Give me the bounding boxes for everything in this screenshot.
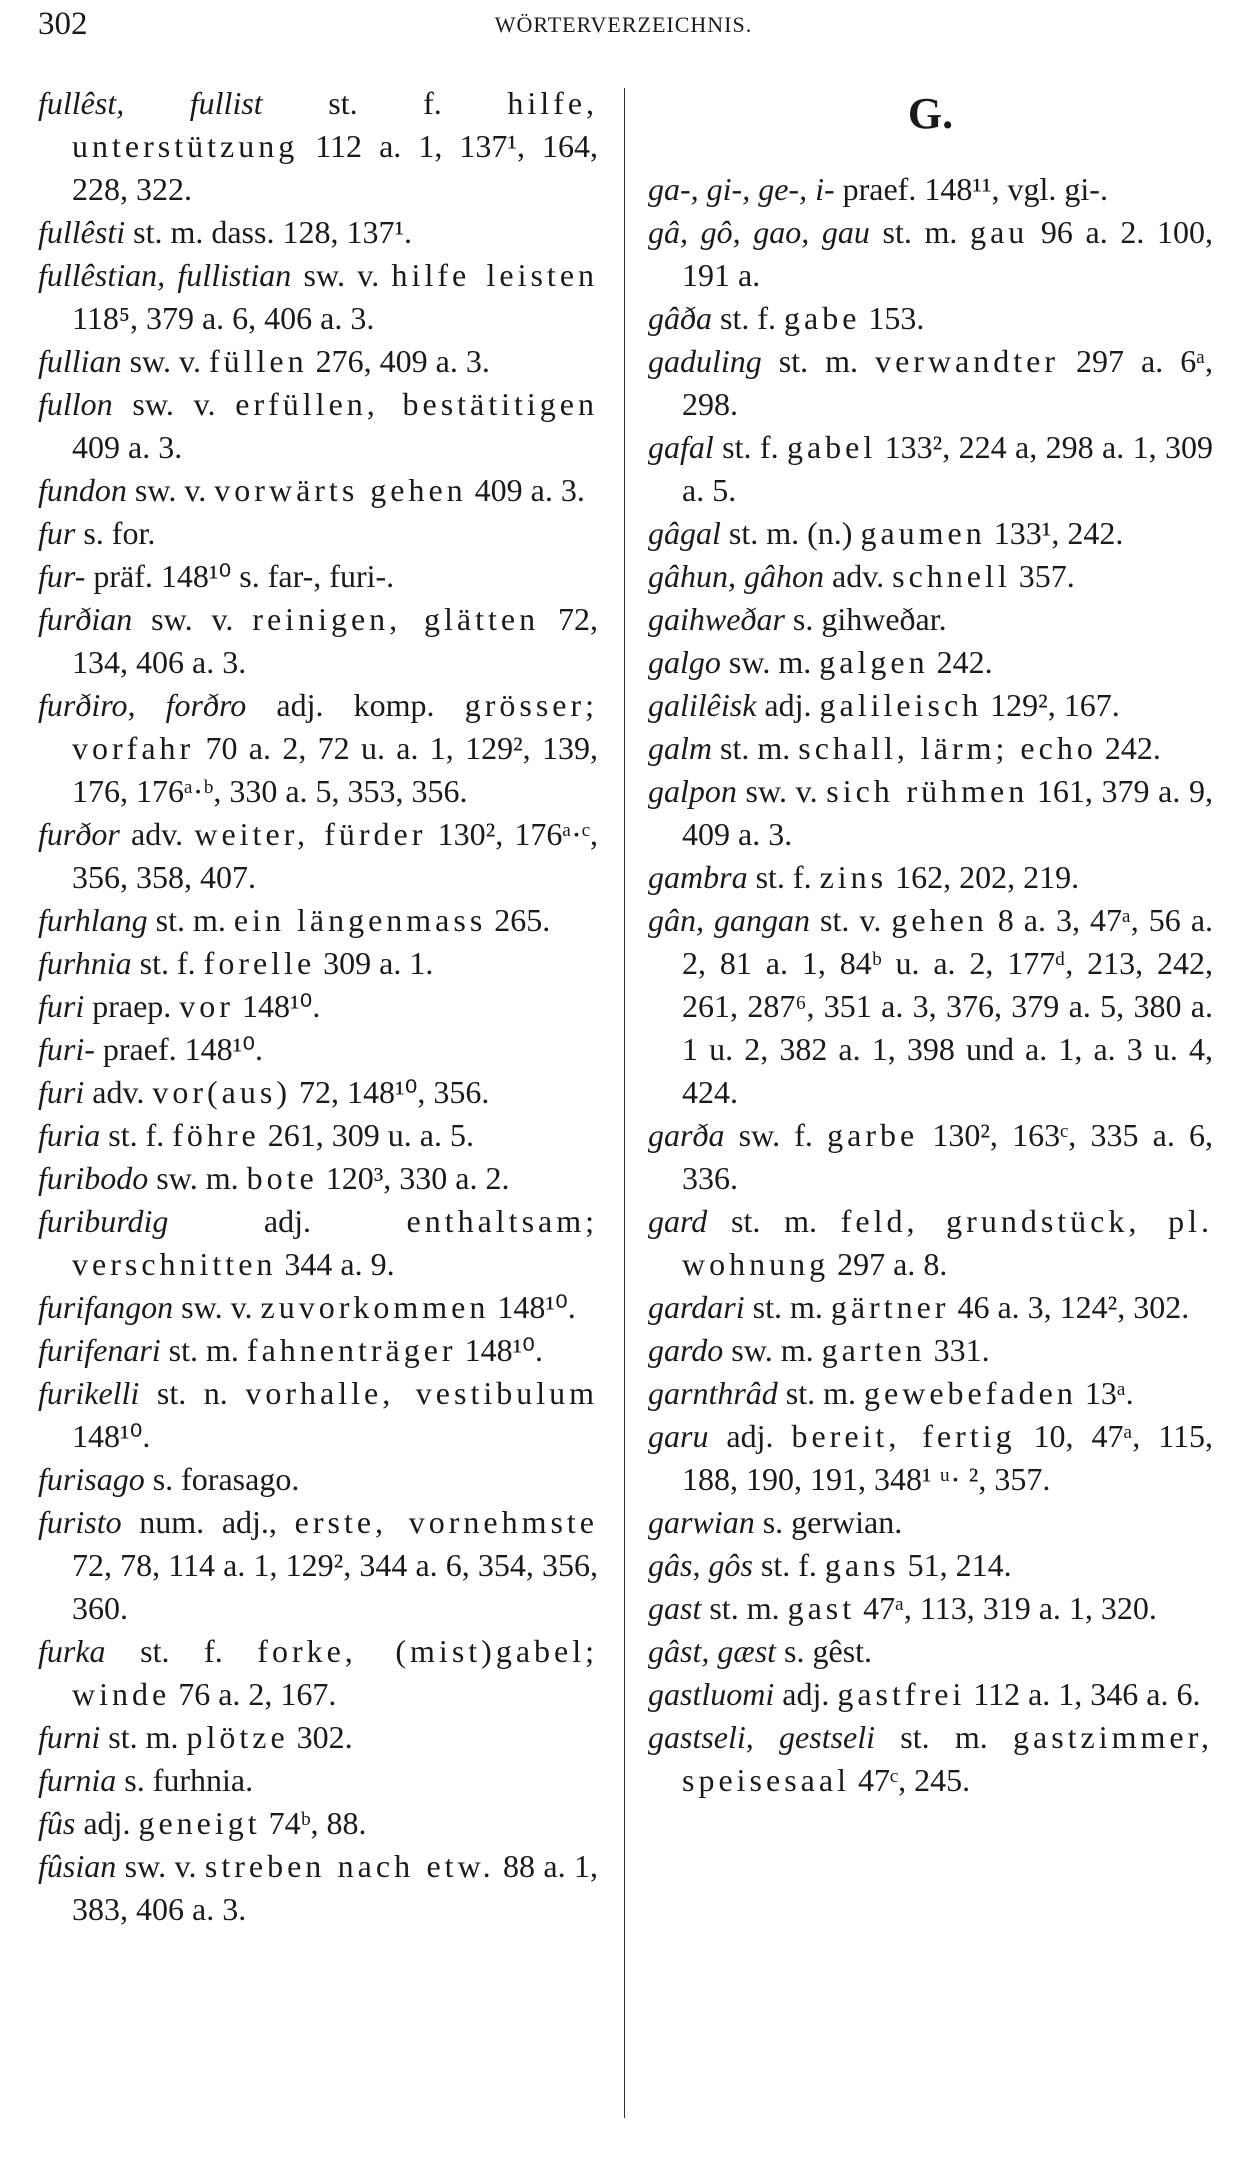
dictionary-entry — [38, 555, 598, 598]
gloss: schnell — [892, 558, 1011, 594]
references: 265. — [486, 902, 551, 938]
references: 357. — [1010, 558, 1075, 594]
dictionary-entry — [38, 1329, 598, 1372]
grammar-info: s. — [754, 1504, 792, 1540]
references: 242. — [1096, 730, 1161, 766]
headword: gafal — [648, 429, 714, 465]
dictionary-entry — [38, 383, 598, 469]
references: far-, furi-. — [267, 558, 395, 594]
gloss: garbe — [827, 1117, 919, 1153]
gloss: gastfrei — [837, 1676, 966, 1712]
grammar-info: sw. m. — [723, 1332, 822, 1368]
references: 130², 176ᵃ·ᶜ, 356, 358, 407. — [72, 816, 599, 895]
headword: gastluomi — [648, 1676, 775, 1712]
references: 409 a. 3. — [72, 429, 183, 465]
grammar-info: s. — [144, 1461, 182, 1497]
dictionary-entry — [38, 1501, 598, 1630]
references: 148¹¹, vgl. gi-. — [924, 171, 1108, 207]
references: 72, 134, 406 a. 3. — [72, 601, 599, 680]
dictionary-entry — [648, 1114, 1213, 1200]
grammar-info: adj. — [75, 1805, 139, 1841]
references: 120³, 330 a. 2. — [317, 1160, 510, 1196]
gloss: füllen — [208, 343, 308, 379]
headword: fur- — [38, 558, 86, 594]
dictionary-entry — [648, 727, 1213, 770]
dictionary-entry — [648, 1630, 1213, 1673]
headword: gardo — [648, 1332, 724, 1368]
dictionary-entry — [38, 1114, 598, 1157]
dictionary-entry — [648, 1587, 1213, 1630]
gloss: galileisch — [819, 687, 983, 723]
gloss: ein längenmass — [233, 902, 487, 938]
grammar-info: st. m. — [707, 1203, 841, 1239]
grammar-info: sw. v. — [173, 1289, 261, 1325]
gloss: enthaltsam; verschnitten — [72, 1203, 598, 1282]
page-number: 302 — [38, 6, 88, 42]
references: 88 a. 1, 383, 406 a. 3. — [72, 1848, 599, 1927]
grammar-info: sw. v. — [291, 257, 392, 293]
grammar-info: st. f. — [713, 429, 787, 465]
references: 302. — [288, 1719, 353, 1755]
references: 148¹⁰. — [489, 1289, 576, 1325]
dictionary-entry — [648, 1200, 1213, 1286]
headword: gaduling — [648, 343, 762, 379]
dictionary-entry — [38, 942, 598, 985]
left-column — [38, 82, 598, 1931]
grammar-info: adv. — [824, 558, 893, 594]
grammar-info: st. v. — [810, 902, 892, 938]
headword: furðiro, forðro — [38, 687, 247, 723]
dictionary-entry — [38, 211, 598, 254]
grammar-info: st. f. — [131, 945, 204, 981]
references: 148¹⁰. — [456, 1332, 543, 1368]
references: 276, 409 a. 3. — [307, 343, 490, 379]
grammar-info: sw. v. — [126, 472, 215, 508]
headword: furikelli — [38, 1375, 140, 1411]
headword: fullian — [38, 343, 122, 379]
references: 344 a. 9. — [276, 1246, 395, 1282]
gloss: erfüllen, bestätitigen — [235, 386, 599, 422]
dictionary-entry — [38, 340, 598, 383]
references: gêst. — [812, 1633, 873, 1669]
dictionary-entry — [38, 598, 598, 684]
dictionary-entry — [648, 856, 1213, 899]
gloss: gastzimmer, speisesaal — [682, 1719, 1213, 1798]
headword: gâhun, gâhon — [648, 558, 824, 594]
headword: gâ, gô, gao, gau — [648, 214, 870, 250]
grammar-info: st. n. — [139, 1375, 246, 1411]
references: 72, 78, 114 a. 1, 129², 344 a. 6, 354, 356, 360. — [72, 1547, 598, 1626]
headword: fur — [38, 515, 76, 551]
references: 130², 163ᶜ, 335 a. 6, 336. — [682, 1117, 1214, 1196]
grammar-info: st. m. — [875, 1719, 1013, 1755]
grammar-info: sw. v. — [736, 773, 827, 809]
dictionary-entry — [38, 1200, 598, 1286]
dictionary-entry — [648, 1329, 1213, 1372]
references: 297 a. 8. — [829, 1246, 948, 1282]
grammar-info: st. m. — [147, 902, 234, 938]
grammar-info: sw. v. — [132, 601, 253, 637]
headword: galm — [648, 730, 712, 766]
gloss: fahnenträger — [246, 1332, 457, 1368]
references: 112 a. 1, 346 a. 6. — [965, 1676, 1201, 1712]
gloss: forke, (mist)gabel; winde — [72, 1633, 598, 1712]
references: 72, 148¹⁰, 356. — [290, 1074, 490, 1110]
grammar-info: praep. — [84, 988, 180, 1024]
dictionary-entry — [38, 1286, 598, 1329]
grammar-info: st. m. — [761, 343, 876, 379]
gloss: plötze — [186, 1719, 289, 1755]
references: 76 a. 2, 167. — [170, 1676, 337, 1712]
headword: furisto — [38, 1504, 122, 1540]
dictionary-entry — [648, 1501, 1213, 1544]
dictionary-entry — [38, 899, 598, 942]
dictionary-entry — [38, 469, 598, 512]
grammar-info: sw. v. — [121, 343, 209, 379]
headword: gardari — [648, 1289, 745, 1325]
gloss: grösser; vorfahr — [72, 687, 599, 766]
dictionary-entry — [648, 1372, 1213, 1415]
dictionary-entry — [648, 168, 1213, 211]
gloss: gärtner — [830, 1289, 950, 1325]
gloss: erste, vornehmste — [294, 1504, 599, 1540]
dictionary-entry — [648, 684, 1213, 727]
grammar-info: s. — [784, 601, 822, 637]
grammar-info: adj. — [168, 1203, 407, 1239]
dictionary-entry — [648, 426, 1213, 512]
grammar-info: st. f. — [747, 859, 820, 895]
gloss: feld, grundstück, pl. wohnung — [682, 1203, 1214, 1282]
headword: fullêst, fullist — [38, 85, 263, 121]
references: 51, 214. — [899, 1547, 1012, 1583]
grammar-info: st. m. dass. — [125, 214, 283, 250]
references: 96 a. 2. 100, 191 a. — [682, 214, 1214, 293]
dictionary-entry — [38, 1802, 598, 1845]
references: 118⁵, 379 a. 6, 406 a. 3. — [72, 300, 375, 336]
gloss: gehen — [891, 902, 988, 938]
references: forasago. — [181, 1461, 300, 1497]
references: 133¹, 242. — [985, 515, 1124, 551]
references: for. — [111, 515, 156, 551]
grammar-info: sw. v. — [112, 386, 236, 422]
dictionary-entry — [38, 684, 598, 813]
headword: furðor — [38, 816, 120, 852]
gloss: vorwärts gehen — [214, 472, 467, 508]
dictionary-entry — [648, 211, 1213, 297]
headword: garwian — [648, 1504, 755, 1540]
headword: gâgal — [648, 515, 721, 551]
headword: furðian — [38, 601, 133, 637]
headword: garnthrâd — [648, 1375, 778, 1411]
gloss: sich rühmen — [826, 773, 1029, 809]
gloss: geneigt — [138, 1805, 261, 1841]
headword: furifangon — [38, 1289, 174, 1325]
headword: furnia — [38, 1762, 117, 1798]
grammar-info: adj. — [756, 687, 820, 723]
references: 162, 202, 219. — [887, 859, 1080, 895]
grammar-info: praef. — [94, 1031, 185, 1067]
gloss: forelle — [203, 945, 316, 981]
grammar-info: st. f. — [262, 85, 508, 121]
grammar-info: adj. — [708, 1418, 792, 1454]
headword: fullêstian, fullistian — [38, 257, 292, 293]
references: 74ᵇ, 88. — [260, 1805, 367, 1841]
grammar-info: sw. m. — [720, 644, 820, 680]
grammar-info: adv. — [119, 816, 195, 852]
dictionary-entry — [38, 1372, 598, 1458]
references: 129², 167. — [982, 687, 1120, 723]
grammar-info: st. f. — [105, 1633, 258, 1669]
headword: gast — [648, 1590, 702, 1626]
grammar-info: st. m. — [869, 214, 971, 250]
dictionary-entry — [648, 1286, 1213, 1329]
references: 309 a. 1. — [315, 945, 434, 981]
references: 261, 309 u. a. 5. — [259, 1117, 474, 1153]
gloss: vorhalle, vestibulum — [245, 1375, 599, 1411]
dictionary-entry — [648, 512, 1213, 555]
gloss: hilfe leisten — [391, 257, 599, 293]
references: 10, 47ᵃ, 115, 188, 190, 191, 348¹ ᵘ· ², 357. — [682, 1418, 1214, 1497]
gloss: verwandter — [875, 343, 1059, 379]
dictionary-entry — [648, 340, 1213, 426]
gloss: zuvorkommen — [260, 1289, 490, 1325]
dictionary-entry — [38, 82, 598, 211]
references: 148¹⁰. — [184, 1031, 264, 1067]
headword: furi — [38, 988, 85, 1024]
dictionary-entry — [648, 297, 1213, 340]
headword: gastseli, gestseli — [648, 1719, 876, 1755]
references: 47ᶜ, 245. — [849, 1762, 971, 1798]
dictionary-entry — [38, 1157, 598, 1200]
gloss: gabel — [786, 429, 877, 465]
references: 161, 379 a. 9, 409 a. 3. — [682, 773, 1214, 852]
dictionary-entry — [648, 1415, 1213, 1501]
grammar-info: s. — [776, 1633, 813, 1669]
grammar-info: num. adj., — [121, 1504, 295, 1540]
references: 112 a. 1, 137¹, 164, 228, 322. — [72, 128, 598, 207]
references: 13ᵃ. — [1076, 1375, 1134, 1411]
headword: furibodo — [38, 1160, 149, 1196]
grammar-info: st. m. — [744, 1289, 831, 1325]
grammar-info: sw. f. — [724, 1117, 828, 1153]
dictionary-entry — [38, 1845, 598, 1931]
headword: furhlang — [38, 902, 148, 938]
headword: fûsian — [38, 1848, 117, 1884]
grammar-info: st. m. (n.) — [720, 515, 861, 551]
headword: furiburdig — [38, 1203, 169, 1239]
dictionary-entry — [648, 899, 1213, 1114]
headword: ga-, gi-, ge-, i- — [648, 171, 835, 207]
references: furhnia. — [152, 1762, 254, 1798]
headword: furhnia — [38, 945, 132, 981]
headword: gâs, gôs — [648, 1547, 753, 1583]
headword: fullon — [38, 386, 113, 422]
grammar-info: präf. 148¹⁰ s. — [85, 558, 268, 594]
headword: fullêsti — [38, 214, 126, 250]
references: 8 a. 3, 47ᵃ, 56 a. 2, 81 a. 1, 84ᵇ u. a. 2, 177ᵈ, 213, 242, 261, 287⁶, 351 a. 3, 376, 379 a. 5, 380 a. 1 u. 2, 382 a. 1, 398 und a. 1, a. 3 u. 4, 424. — [682, 902, 1214, 1110]
grammar-info: praef. — [834, 171, 925, 207]
references: 46 a. 3, 124², 302. — [949, 1289, 1190, 1325]
gloss: hilfe, unterstützung — [72, 85, 599, 164]
dictionary-entry — [648, 1544, 1213, 1587]
gloss: bereit, fertig — [791, 1418, 1016, 1454]
headword: garða — [648, 1117, 725, 1153]
gloss: zins — [819, 859, 888, 895]
right-column — [648, 82, 1213, 1802]
running-head: WÖRTERVERZEICHNIS. — [494, 12, 753, 37]
headword: gâða — [648, 300, 712, 336]
gloss: gans — [824, 1547, 900, 1583]
gloss: reinigen, glätten — [252, 601, 540, 637]
dictionary-entry — [648, 555, 1213, 598]
dictionary-entry — [38, 1716, 598, 1759]
headword: galpon — [648, 773, 737, 809]
headword: gard — [648, 1203, 708, 1239]
headword: furia — [38, 1117, 101, 1153]
headword: fûs — [38, 1805, 76, 1841]
dictionary-entry — [38, 254, 598, 340]
references: 148¹⁰. — [72, 1418, 151, 1454]
headword: fundon — [38, 472, 127, 508]
grammar-info: adj. — [774, 1676, 838, 1712]
dictionary-entry — [648, 770, 1213, 856]
references: 148¹⁰. — [233, 988, 321, 1024]
dictionary-entry — [648, 598, 1213, 641]
gloss: gewebefaden — [864, 1375, 1077, 1411]
headword: gân, gangan — [648, 902, 811, 938]
grammar-info: st. m. — [100, 1719, 187, 1755]
gloss: vor(aus) — [152, 1074, 291, 1110]
references: 128, 137¹. — [282, 214, 413, 250]
references: 297 a. 6ᵃ, 298. — [682, 343, 1214, 422]
gloss: gabe — [784, 300, 861, 336]
dictionary-entry — [648, 1673, 1213, 1716]
section-letter: G. — [907, 89, 954, 138]
dictionary-entry — [38, 1458, 598, 1501]
headword: gaihweðar — [648, 601, 785, 637]
grammar-info: st. f. — [712, 300, 784, 336]
grammar-info: s. — [75, 515, 112, 551]
gloss: gast — [787, 1590, 856, 1626]
gloss: vor — [179, 988, 234, 1024]
gloss: bote — [246, 1160, 318, 1196]
grammar-info: st. m. — [701, 1590, 788, 1626]
headword: gambra — [648, 859, 748, 895]
grammar-info: adv. — [84, 1074, 153, 1110]
grammar-info: adj. komp. — [246, 687, 465, 723]
dictionary-entry — [38, 1028, 598, 1071]
references: 331. — [925, 1332, 990, 1368]
references: 133², 224 a, 298 a. 1, 309 a. 5. — [682, 429, 1214, 508]
references: gerwian. — [791, 1504, 903, 1540]
headword: furni — [38, 1719, 101, 1755]
grammar-info: st. f. — [100, 1117, 173, 1153]
dictionary-entry — [648, 641, 1213, 684]
dictionary-entry — [38, 1630, 598, 1716]
headword: galgo — [648, 644, 721, 680]
dictionary-entry — [38, 985, 598, 1028]
grammar-info: s. — [116, 1762, 153, 1798]
headword: gâst, gæst — [648, 1633, 777, 1669]
grammar-info: sw. m. — [148, 1160, 247, 1196]
grammar-info: st. f. — [752, 1547, 825, 1583]
dictionary-entry — [38, 1759, 598, 1802]
column-divider — [624, 88, 625, 2118]
references: 242. — [928, 644, 993, 680]
gloss: galgen — [819, 644, 929, 680]
headword: furisago — [38, 1461, 145, 1497]
gloss: garten — [821, 1332, 926, 1368]
gloss: weiter, fürder — [194, 816, 427, 852]
grammar-info: st. m. — [160, 1332, 247, 1368]
gloss: gaumen — [860, 515, 986, 551]
headword: furi — [38, 1074, 85, 1110]
references: 47ᵃ, 113, 319 a. 1, 320. — [855, 1590, 1157, 1626]
headword: galilêisk — [648, 687, 757, 723]
references: 70 a. 2, 72 u. a. 1, 129², 139, 176, 176ᵃ·ᵇ, 330 a. 5, 353, 356. — [72, 730, 598, 809]
gloss: schall, lärm; echo — [798, 730, 1097, 766]
grammar-info: sw. v. — [116, 1848, 205, 1884]
gloss: gau — [970, 214, 1029, 250]
references: gihweðar. — [821, 601, 947, 637]
headword: furifenari — [38, 1332, 161, 1368]
headword: furka — [38, 1633, 106, 1669]
gloss: streben nach etw. — [204, 1848, 495, 1884]
gloss: föhre — [172, 1117, 260, 1153]
references: 409 a. 3. — [466, 472, 585, 508]
headword: garu — [648, 1418, 709, 1454]
headword: furi- — [38, 1031, 95, 1067]
dictionary-entry — [648, 1716, 1213, 1802]
dictionary-entry — [38, 1071, 598, 1114]
dictionary-entry — [38, 512, 598, 555]
grammar-info: st. m. — [712, 730, 799, 766]
dictionary-entry — [38, 813, 598, 899]
grammar-info: st. m. — [777, 1375, 865, 1411]
references: 153. — [860, 300, 925, 336]
